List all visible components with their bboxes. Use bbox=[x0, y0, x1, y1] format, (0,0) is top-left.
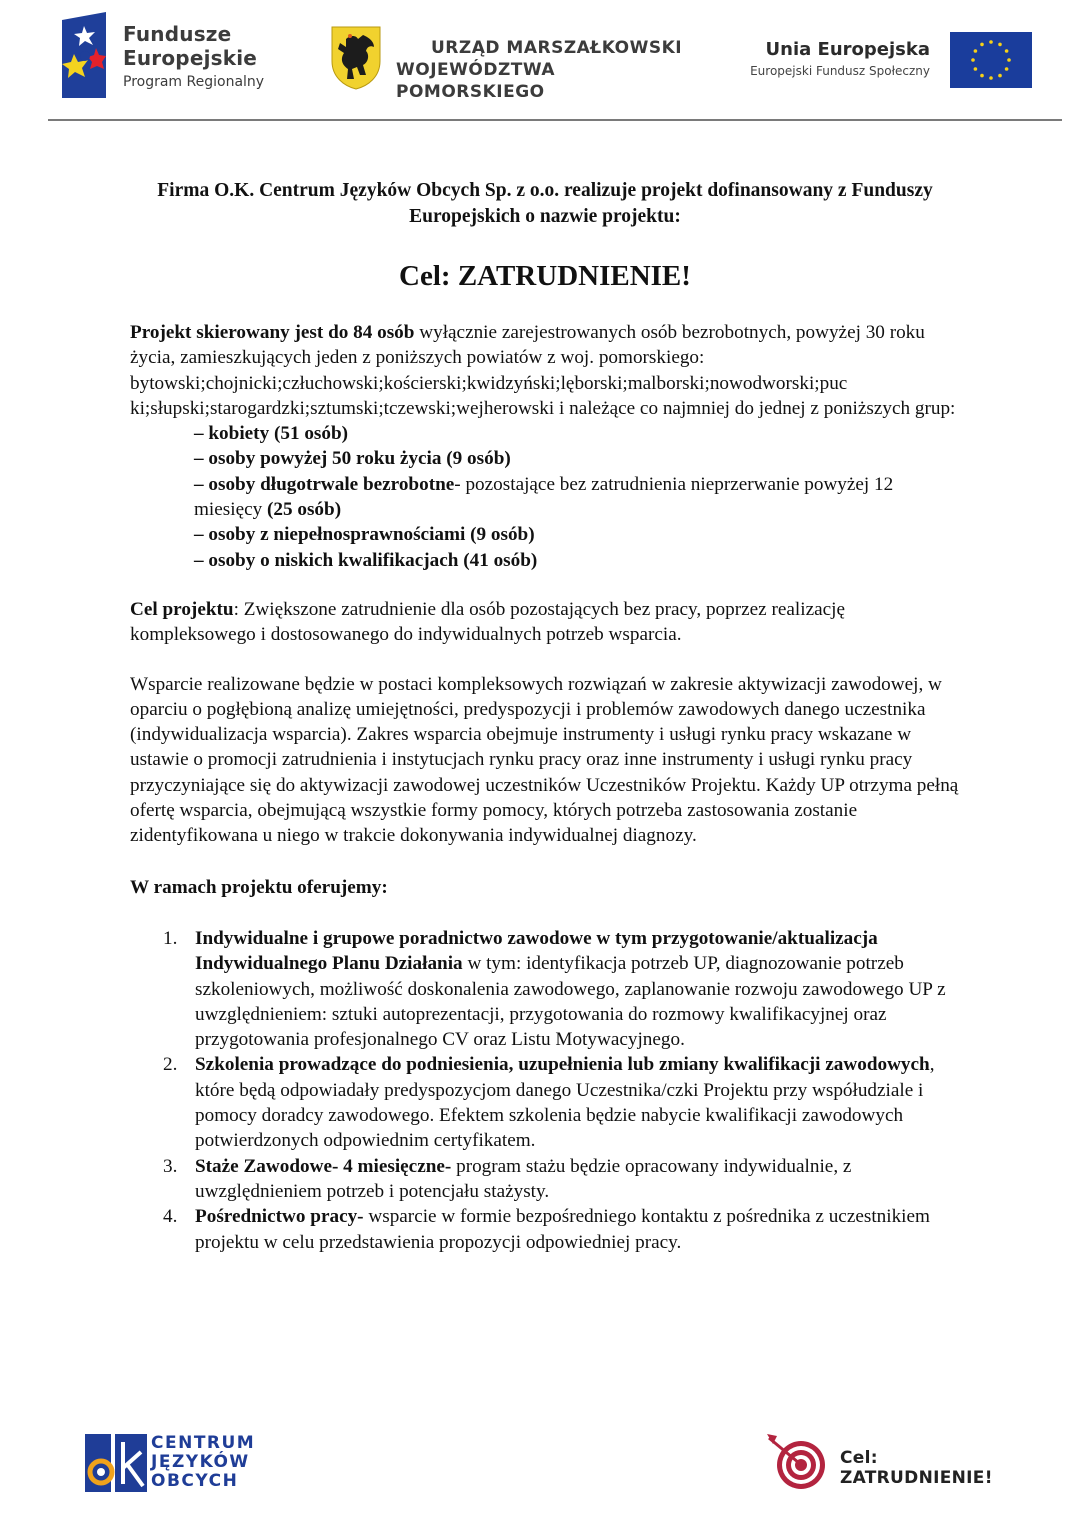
fundusze-europejskie-logo bbox=[60, 12, 280, 102]
offer-list bbox=[130, 926, 960, 1255]
unia-europejska-logo bbox=[750, 28, 1040, 92]
target-text: wyłącznie zarejestrowanych osób bezrobotnych, powyżej 30 roku życia, zamieszkujących jeden z poniższych powiatów z woj. pomorskiego: bytowski;chojnicki;człuchowski;kościerski;kwidzyński;lęborski;malborski;nowodworski;puc ki;słupski;starogardzki;sztumski;tczewski;wejherowski i należące co najmniej do jednej z poniższych grup: bbox=[130, 322, 956, 419]
goal-label: Cel projektu bbox=[130, 598, 234, 620]
um-logo-line1: URZĄD MARSZAŁKOWSKI bbox=[431, 38, 683, 58]
ok-monogram-icon bbox=[85, 1434, 147, 1492]
offer-heading: W ramach projektu oferujemy: bbox=[130, 876, 388, 898]
target-lead: Projekt skierowany jest do 84 osób bbox=[130, 322, 415, 343]
header-logos bbox=[0, 0, 1086, 120]
group-item: – osoby z niepełnosprawnościami (9 osób) bbox=[194, 524, 535, 546]
cel-zatrudnienie-logo bbox=[765, 1432, 1025, 1492]
cjo-logo-line1: CENTRUM bbox=[151, 1433, 256, 1453]
target-groups-list bbox=[130, 421, 960, 573]
target-paragraph bbox=[130, 320, 960, 421]
ue-logo-line2: Europejski Fundusz Społeczny bbox=[750, 64, 930, 78]
centrum-jezykow-obcych-logo bbox=[85, 1432, 256, 1494]
group-item: – osoby o niskich kwalifikacjach (41 osób) bbox=[194, 549, 538, 571]
fundusze-europejskie-stars-icon bbox=[62, 12, 106, 98]
support-paragraph: Wsparcie realizowane będzie w postaci kompleksowych rozwiązań w zakresie aktywizacji zawodowej, w oparciu o pogłębioną analizę umiejętności, predyspozycji i problemów zawodowych danego uczestnika (indywidualizacja wsparcia). Zakres wsparcia obejmuje instrumenty i usługi rynku pracy wskazane w ustawie o promocji zatrudnienia i instytucjach rynku pracy oraz inne instrumenty i usługi rynku pracy przyczyniające się do aktywizacji zawodowej uczestników Uczestników Projektu. Każdy UP otrzyma pełną ofertę wsparcia, obejmującą wszystkie formy pomocy, których potrzeba zastosowania zostanie zidentyfikowana u niego w trakcie dokonywania indywidualnej diagnozy. bbox=[130, 673, 959, 847]
dartboard-target-icon bbox=[765, 1432, 829, 1492]
header-divider bbox=[48, 119, 1062, 121]
fe-logo-line2: Europejskie bbox=[123, 46, 258, 70]
urzad-marszalkowski-logo bbox=[330, 25, 700, 102]
offer-item: 3. Staże Zawodowe- 4 miesięczne- program stażu będzie opracowany indywidualnie, z uwzględnieniem potrzeb i potencjału stażysty. bbox=[163, 1155, 852, 1202]
fe-logo-line1: Fundusze bbox=[123, 22, 232, 46]
document-body bbox=[130, 178, 960, 1255]
goal-paragraph bbox=[130, 597, 960, 648]
offer-item: 1. Indywidualne i grupowe poradnictwo zawodowe w tym przygotowanie/aktualizacja Indywidualnego Planu Działania w tym: identyfikacja potrzeb UP, diagnozowanie potrzeb szkoleniowych, możliwość doskonalenia zawodowego, zaplanowanie rozwoju zawodowego UP z uwzględnieniem: sztuki autoprezentacji, przygotowania do rozmowy kwalifikacyjnej oraz przygotowania profesjonalnego CV oraz Listu Motywacyjnego. bbox=[163, 927, 946, 1051]
ue-logo-line1: Unia Europejska bbox=[765, 39, 930, 60]
cjo-logo-line2: JĘZYKÓW bbox=[151, 1452, 250, 1472]
cel-logo-text: Cel: ZATRUDNIENIE! bbox=[840, 1448, 993, 1488]
cjo-logo-line3: OBCYCH bbox=[151, 1471, 239, 1491]
intro-heading: Firma O.K. Centrum Języków Obcych Sp. z o.o. realizuje projekt dofinansowany z Funduszy Europejskich o nazwie projektu: bbox=[157, 180, 933, 227]
offer-item: 4. Pośrednictwo pracy- wsparcie w formie bezpośredniego kontaktu z pośrednika z uczestnikiem projektu w celu przedstawienia propozycji odpowiedniej pracy. bbox=[163, 1206, 930, 1253]
group-item: – kobiety (51 osób) bbox=[194, 423, 349, 445]
group-item: – osoby długotrwale bezrobotne- pozostające bez zatrudnienia nieprzerwanie powyżej 12 miesięcy (25 osób) bbox=[194, 473, 894, 521]
pomeranian-griffin-crest-icon bbox=[330, 25, 382, 90]
group-item: – osoby powyżej 50 roku życia (9 osób) bbox=[194, 448, 511, 470]
fe-logo-line3: Program Regionalny bbox=[123, 74, 265, 90]
um-logo-line2: WOJEWÓDZTWA POMORSKIEGO bbox=[396, 60, 556, 102]
project-title: Cel: ZATRUDNIENIE! bbox=[399, 260, 691, 292]
goal-text: : Zwiększone zatrudnienie dla osób pozostających bez pracy, poprzez realizację kompleksowego i dostosowanego do indywidualnych potrzeb wsparcia. bbox=[130, 598, 845, 646]
offer-item: 2. Szkolenia prowadzące do podniesienia, uzupełnienia lub zmiany kwalifikacji zawodowych, które będą odpowiadały predyspozycjom danego Uczestnika/czki Projektu przy współudziale i pomocy doradcy zawodowego. Efektem szkolenia będzie nabycie kwalifikacji zawodowych potwierdzonych odpowiednim certyfikatem. bbox=[163, 1054, 935, 1152]
eu-flag-icon bbox=[950, 32, 1032, 88]
